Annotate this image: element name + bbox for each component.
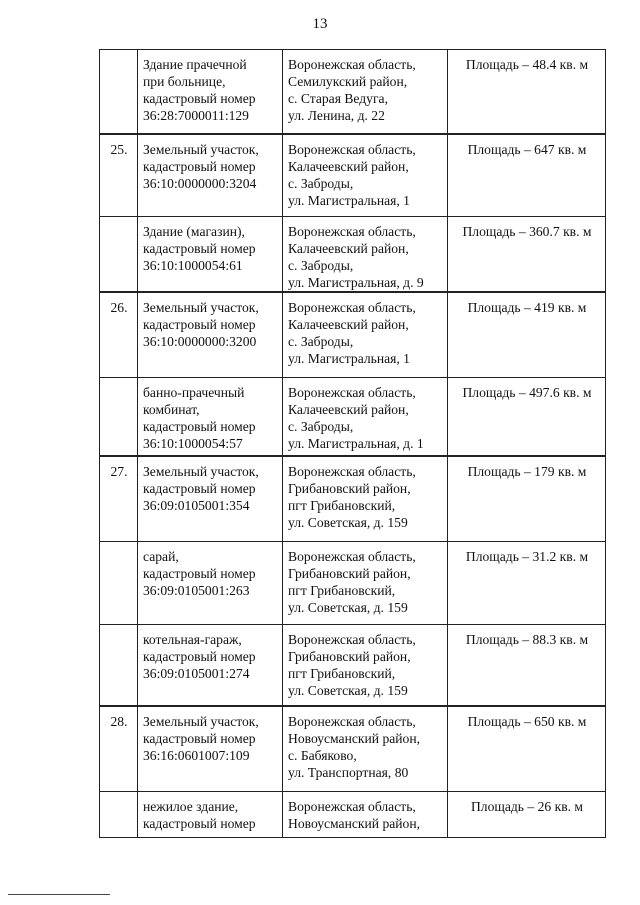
row-number: 28. bbox=[100, 706, 138, 791]
object-line: Земельный участок, bbox=[143, 714, 259, 729]
object-line: Здание (магазин), bbox=[143, 224, 245, 239]
object-line: 36:28:7000011:129 bbox=[143, 108, 249, 123]
table-row bbox=[100, 134, 606, 217]
address bbox=[283, 217, 448, 293]
area-value: Площадь – 647 кв. м bbox=[448, 134, 606, 217]
address-line: ул. Советская, д. 159 bbox=[288, 599, 408, 615]
address bbox=[283, 624, 448, 706]
address-line: Калачеевский район, bbox=[288, 401, 409, 417]
address bbox=[283, 456, 448, 541]
object-description bbox=[138, 456, 283, 541]
object-line: Земельный участок, bbox=[143, 141, 259, 157]
row-number bbox=[100, 791, 138, 837]
object-description bbox=[138, 217, 283, 293]
area-value: Площадь – 179 кв. м bbox=[448, 456, 606, 541]
address-line: Воронежская область, bbox=[288, 384, 416, 400]
area-value: Площадь – 31.2 кв. м bbox=[448, 541, 606, 624]
address-line: ул. Ленина, д. 22 bbox=[288, 108, 385, 123]
object-line: 36:10:0000000:3200 bbox=[143, 334, 257, 349]
table-row bbox=[100, 50, 606, 134]
address-line: Воронежская область, bbox=[288, 548, 416, 564]
object-description bbox=[138, 624, 283, 706]
address-line: ул. Советская, д. 159 bbox=[288, 682, 408, 698]
object-line: Земельный участок, bbox=[143, 464, 259, 479]
object-line: кадастровый номер bbox=[143, 317, 256, 332]
address-line: Калачеевский район, bbox=[288, 158, 409, 174]
object-line: 36:09:0105001:263 bbox=[143, 582, 250, 598]
address-line: с. Старая Ведуга, bbox=[288, 91, 388, 106]
object-description bbox=[138, 541, 283, 624]
address-line: Воронежская область, bbox=[288, 224, 416, 239]
address-line: Новоусманский район, bbox=[288, 731, 421, 746]
address bbox=[283, 292, 448, 377]
address-line: пгт Грибановский, bbox=[288, 665, 396, 681]
object-line: кадастровый номер bbox=[143, 648, 256, 664]
address-line: Воронежская область, bbox=[288, 714, 416, 729]
address-line: с. Заброды, bbox=[288, 334, 354, 349]
address-line: ул. Магистральная, д. 1 bbox=[288, 435, 424, 451]
address-line: Грибановский район, bbox=[288, 648, 411, 664]
object-line: Здание прачечной bbox=[143, 57, 247, 72]
address-line: ул. Магистральная, 1 bbox=[288, 192, 410, 208]
row-number: 25. bbox=[100, 134, 138, 217]
object-line: Земельный участок, bbox=[143, 300, 259, 315]
address-line: с. Бабяково, bbox=[288, 748, 357, 763]
property-table bbox=[99, 49, 606, 838]
object-description bbox=[138, 791, 283, 837]
address-line: ул. Магистральная, 1 bbox=[288, 351, 410, 366]
address-line: Калачеевский район, bbox=[288, 241, 409, 256]
table-row bbox=[100, 706, 606, 791]
address-line: ул. Транспортная, 80 bbox=[288, 765, 409, 780]
object-line: кадастровый номер bbox=[143, 418, 256, 434]
object-line: 36:10:1000054:61 bbox=[143, 258, 243, 273]
object-description bbox=[138, 377, 283, 456]
address-line: ул. Магистральная, д. 9 bbox=[288, 275, 424, 290]
row-number: 27. bbox=[100, 456, 138, 541]
address-line: пгт Грибановский, bbox=[288, 498, 396, 513]
row-number bbox=[100, 624, 138, 706]
address bbox=[283, 791, 448, 837]
row-number bbox=[100, 541, 138, 624]
table-row bbox=[100, 377, 606, 456]
address-line: Воронежская область, bbox=[288, 631, 416, 647]
object-line: 36:16:0601007:109 bbox=[143, 748, 250, 763]
object-line: 36:10:0000000:3204 bbox=[143, 175, 257, 191]
address bbox=[283, 134, 448, 217]
table-row bbox=[100, 292, 606, 377]
area-value: Площадь – 419 кв. м bbox=[448, 292, 606, 377]
address-line: Грибановский район, bbox=[288, 565, 411, 581]
area-value: Площадь – 360.7 кв. м bbox=[448, 217, 606, 293]
address-line: Новоусманский район, bbox=[288, 815, 421, 831]
footnote-divider bbox=[8, 894, 110, 895]
row-number: 26. bbox=[100, 292, 138, 377]
object-line: кадастровый номер bbox=[143, 241, 256, 256]
object-description bbox=[138, 706, 283, 791]
area-value: Площадь – 650 кв. м bbox=[448, 706, 606, 791]
area-value: Площадь – 88.3 кв. м bbox=[448, 624, 606, 706]
address-line: Калачеевский район, bbox=[288, 317, 409, 332]
object-line: кадастровый номер bbox=[143, 815, 256, 831]
object-line: кадастровый номер bbox=[143, 731, 256, 746]
object-line: сарай, bbox=[143, 548, 179, 564]
row-number bbox=[100, 217, 138, 293]
object-line: 36:10:1000054:57 bbox=[143, 435, 243, 451]
address-line: Грибановский район, bbox=[288, 481, 411, 496]
address-line: с. Заброды, bbox=[288, 418, 354, 434]
object-line: при больнице, bbox=[143, 74, 226, 89]
table-row bbox=[100, 541, 606, 624]
address-line: с. Заброды, bbox=[288, 175, 354, 191]
object-line: нежилое здание, bbox=[143, 798, 239, 814]
object-line: 36:09:0105001:274 bbox=[143, 665, 250, 681]
address-line: пгт Грибановский, bbox=[288, 582, 396, 598]
object-line: кадастровый номер bbox=[143, 91, 256, 106]
table-row bbox=[100, 624, 606, 706]
address bbox=[283, 541, 448, 624]
address-line: Воронежская область, bbox=[288, 798, 416, 814]
area-value: Площадь – 26 кв. м bbox=[448, 791, 606, 837]
object-line: кадастровый номер bbox=[143, 565, 256, 581]
object-line: банно-прачечный bbox=[143, 384, 245, 400]
address-line: с. Заброды, bbox=[288, 258, 354, 273]
object-description bbox=[138, 134, 283, 217]
address-line: Семилукский район, bbox=[288, 74, 408, 89]
object-description bbox=[138, 292, 283, 377]
object-line: 36:09:0105001:354 bbox=[143, 498, 250, 513]
table-row bbox=[100, 456, 606, 541]
address-line: Воронежская область, bbox=[288, 464, 416, 479]
area-value: Площадь – 497.6 кв. м bbox=[448, 377, 606, 456]
address bbox=[283, 377, 448, 456]
area-value: Площадь – 48.4 кв. м bbox=[448, 50, 606, 134]
object-line: кадастровый номер bbox=[143, 158, 256, 174]
address-line: ул. Советская, д. 159 bbox=[288, 515, 408, 530]
address bbox=[283, 706, 448, 791]
table-row bbox=[100, 791, 606, 837]
row-number bbox=[100, 377, 138, 456]
address-line: Воронежская область, bbox=[288, 57, 416, 72]
address-line: Воронежская область, bbox=[288, 300, 416, 315]
page-number: 13 bbox=[312, 16, 328, 32]
object-line: котельная-гараж, bbox=[143, 631, 242, 647]
object-description bbox=[138, 50, 283, 134]
object-line: кадастровый номер bbox=[143, 481, 256, 496]
address bbox=[283, 50, 448, 134]
table-row bbox=[100, 217, 606, 293]
object-line: комбинат, bbox=[143, 401, 200, 417]
row-number bbox=[100, 50, 138, 134]
address-line: Воронежская область, bbox=[288, 141, 416, 157]
